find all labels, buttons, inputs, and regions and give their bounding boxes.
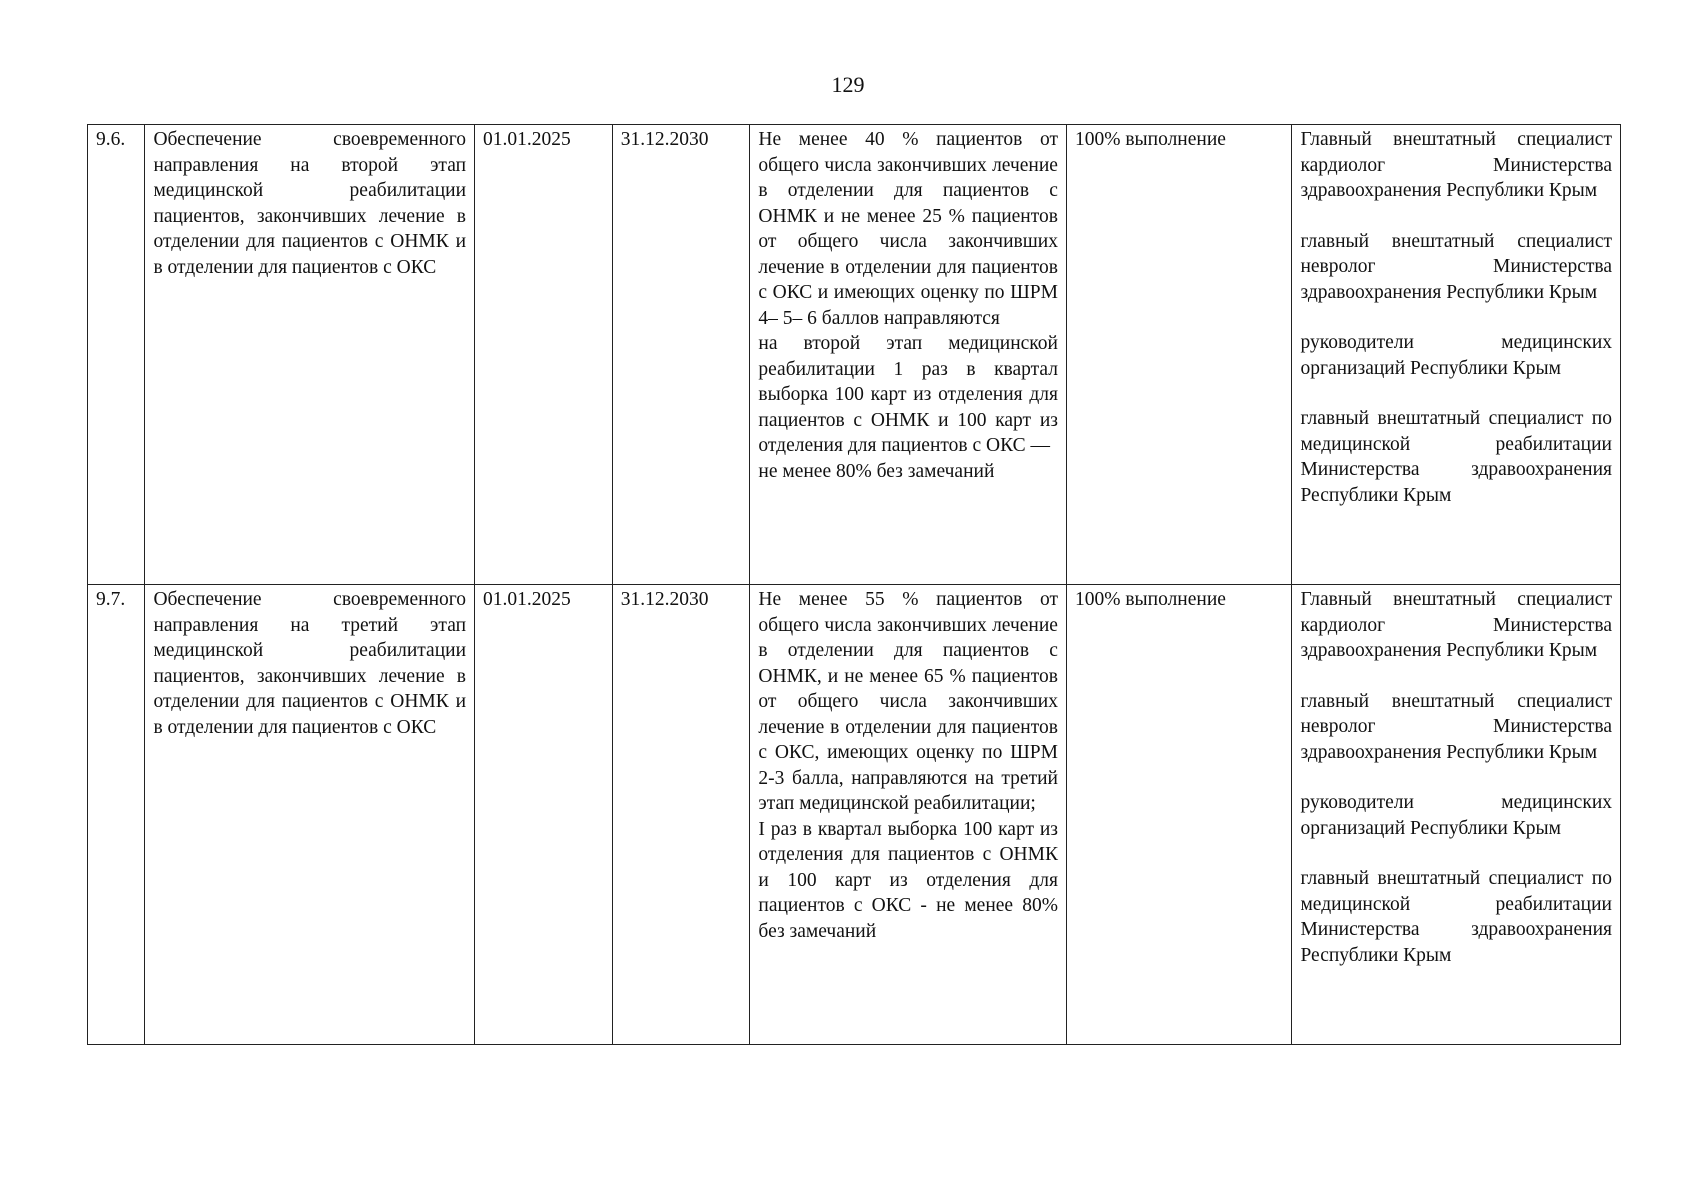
indicator [750,125,1067,585]
expected-result: 100% выполнение [1066,125,1292,585]
indicator [750,585,1067,1045]
responsible-entry: Главный внештатный специалист кардиолог Министерства здравоохранения Республики Крым [1300,589,1612,661]
responsible-entry: главный внештатный специалист по медицинской реабилитации Министерства здравоохранения Республики Крым [1300,408,1612,506]
indicator-text: на второй этап медицинской реабилитации 1 раз в квартал выборка 100 карт из отделения для пациентов с ОНМК и 100 карт из отделения для пациентов с ОКС — [758,333,1058,456]
indicator-text: I раз в квартал выборка 100 карт из отделения для пациентов с ОНМК и 100 карт из отделения для пациентов с ОКС - не менее 80% без замечаний [758,818,1058,942]
item-number: 9.7. [88,585,145,1045]
table-row [88,585,1621,1045]
indicator-text: не менее 80% без замечаний [758,460,995,482]
responsible-entry: главный внештатный специалист по медицинской реабилитации Министерства здравоохранения Республики Крым [1300,868,1612,966]
activity-name: Обеспечение своевременного направления на второй этап медицинской реабилитации пациентов, закончивших лечение в отделении для пациентов с ОНМК и в отделении для пациентов с ОКС [145,125,475,585]
responsible-entry: Главный внештатный специалист кардиолог Министерства здравоохранения Республики Крым [1300,129,1612,201]
responsible-entry: руководители медицинских организаций Республики Крым [1300,332,1612,379]
table-row [88,125,1621,585]
expected-result: 100% выполнение [1066,585,1292,1045]
responsible-persons [1292,585,1621,1045]
responsible-entry: главный внештатный специалист невролог Министерства здравоохранения Республики Крым [1300,690,1612,763]
indicator-text: Не менее 55 % пациентов от общего числа закончивших лечение в отделении для пациентов с ОНМК, и не менее 65 % пациентов от общего числа закончивших лечение в отделении для пациентов с ОКС, имеющих оценку по ШРМ 2-3 балла, направляются на третий этап медицинской реабилитации; [758,589,1058,814]
item-number: 9.6. [88,125,145,585]
responsible-entry: главный внештатный специалист невролог Министерства здравоохранения Республики Крым [1300,230,1612,303]
activity-name: Обеспечение своевременного направления на третий этап медицинской реабилитации пациентов, закончивших лечение в отделении для пациентов с ОНМК и в отделении для пациентов с ОКС [145,585,475,1045]
page-number: 129 [831,72,865,97]
end-date: 31.12.2030 [612,125,750,585]
responsible-entry: руководители медицинских организаций Республики Крым [1300,792,1612,839]
indicator-text: Не менее 40 % пациентов от общего числа закончивших лечение в отделении для пациентов с ОНМК и не менее 25 % пациентов от общего числа закончивших лечение в отделении для пациентов с ОКС и имеющих оценку по ШРМ 4– 5– 6 баллов направляются [758,129,1058,329]
end-date: 31.12.2030 [612,585,750,1045]
start-date: 01.01.2025 [475,125,613,585]
activities-table [87,124,1621,1045]
responsible-persons [1292,125,1621,585]
start-date: 01.01.2025 [475,585,613,1045]
